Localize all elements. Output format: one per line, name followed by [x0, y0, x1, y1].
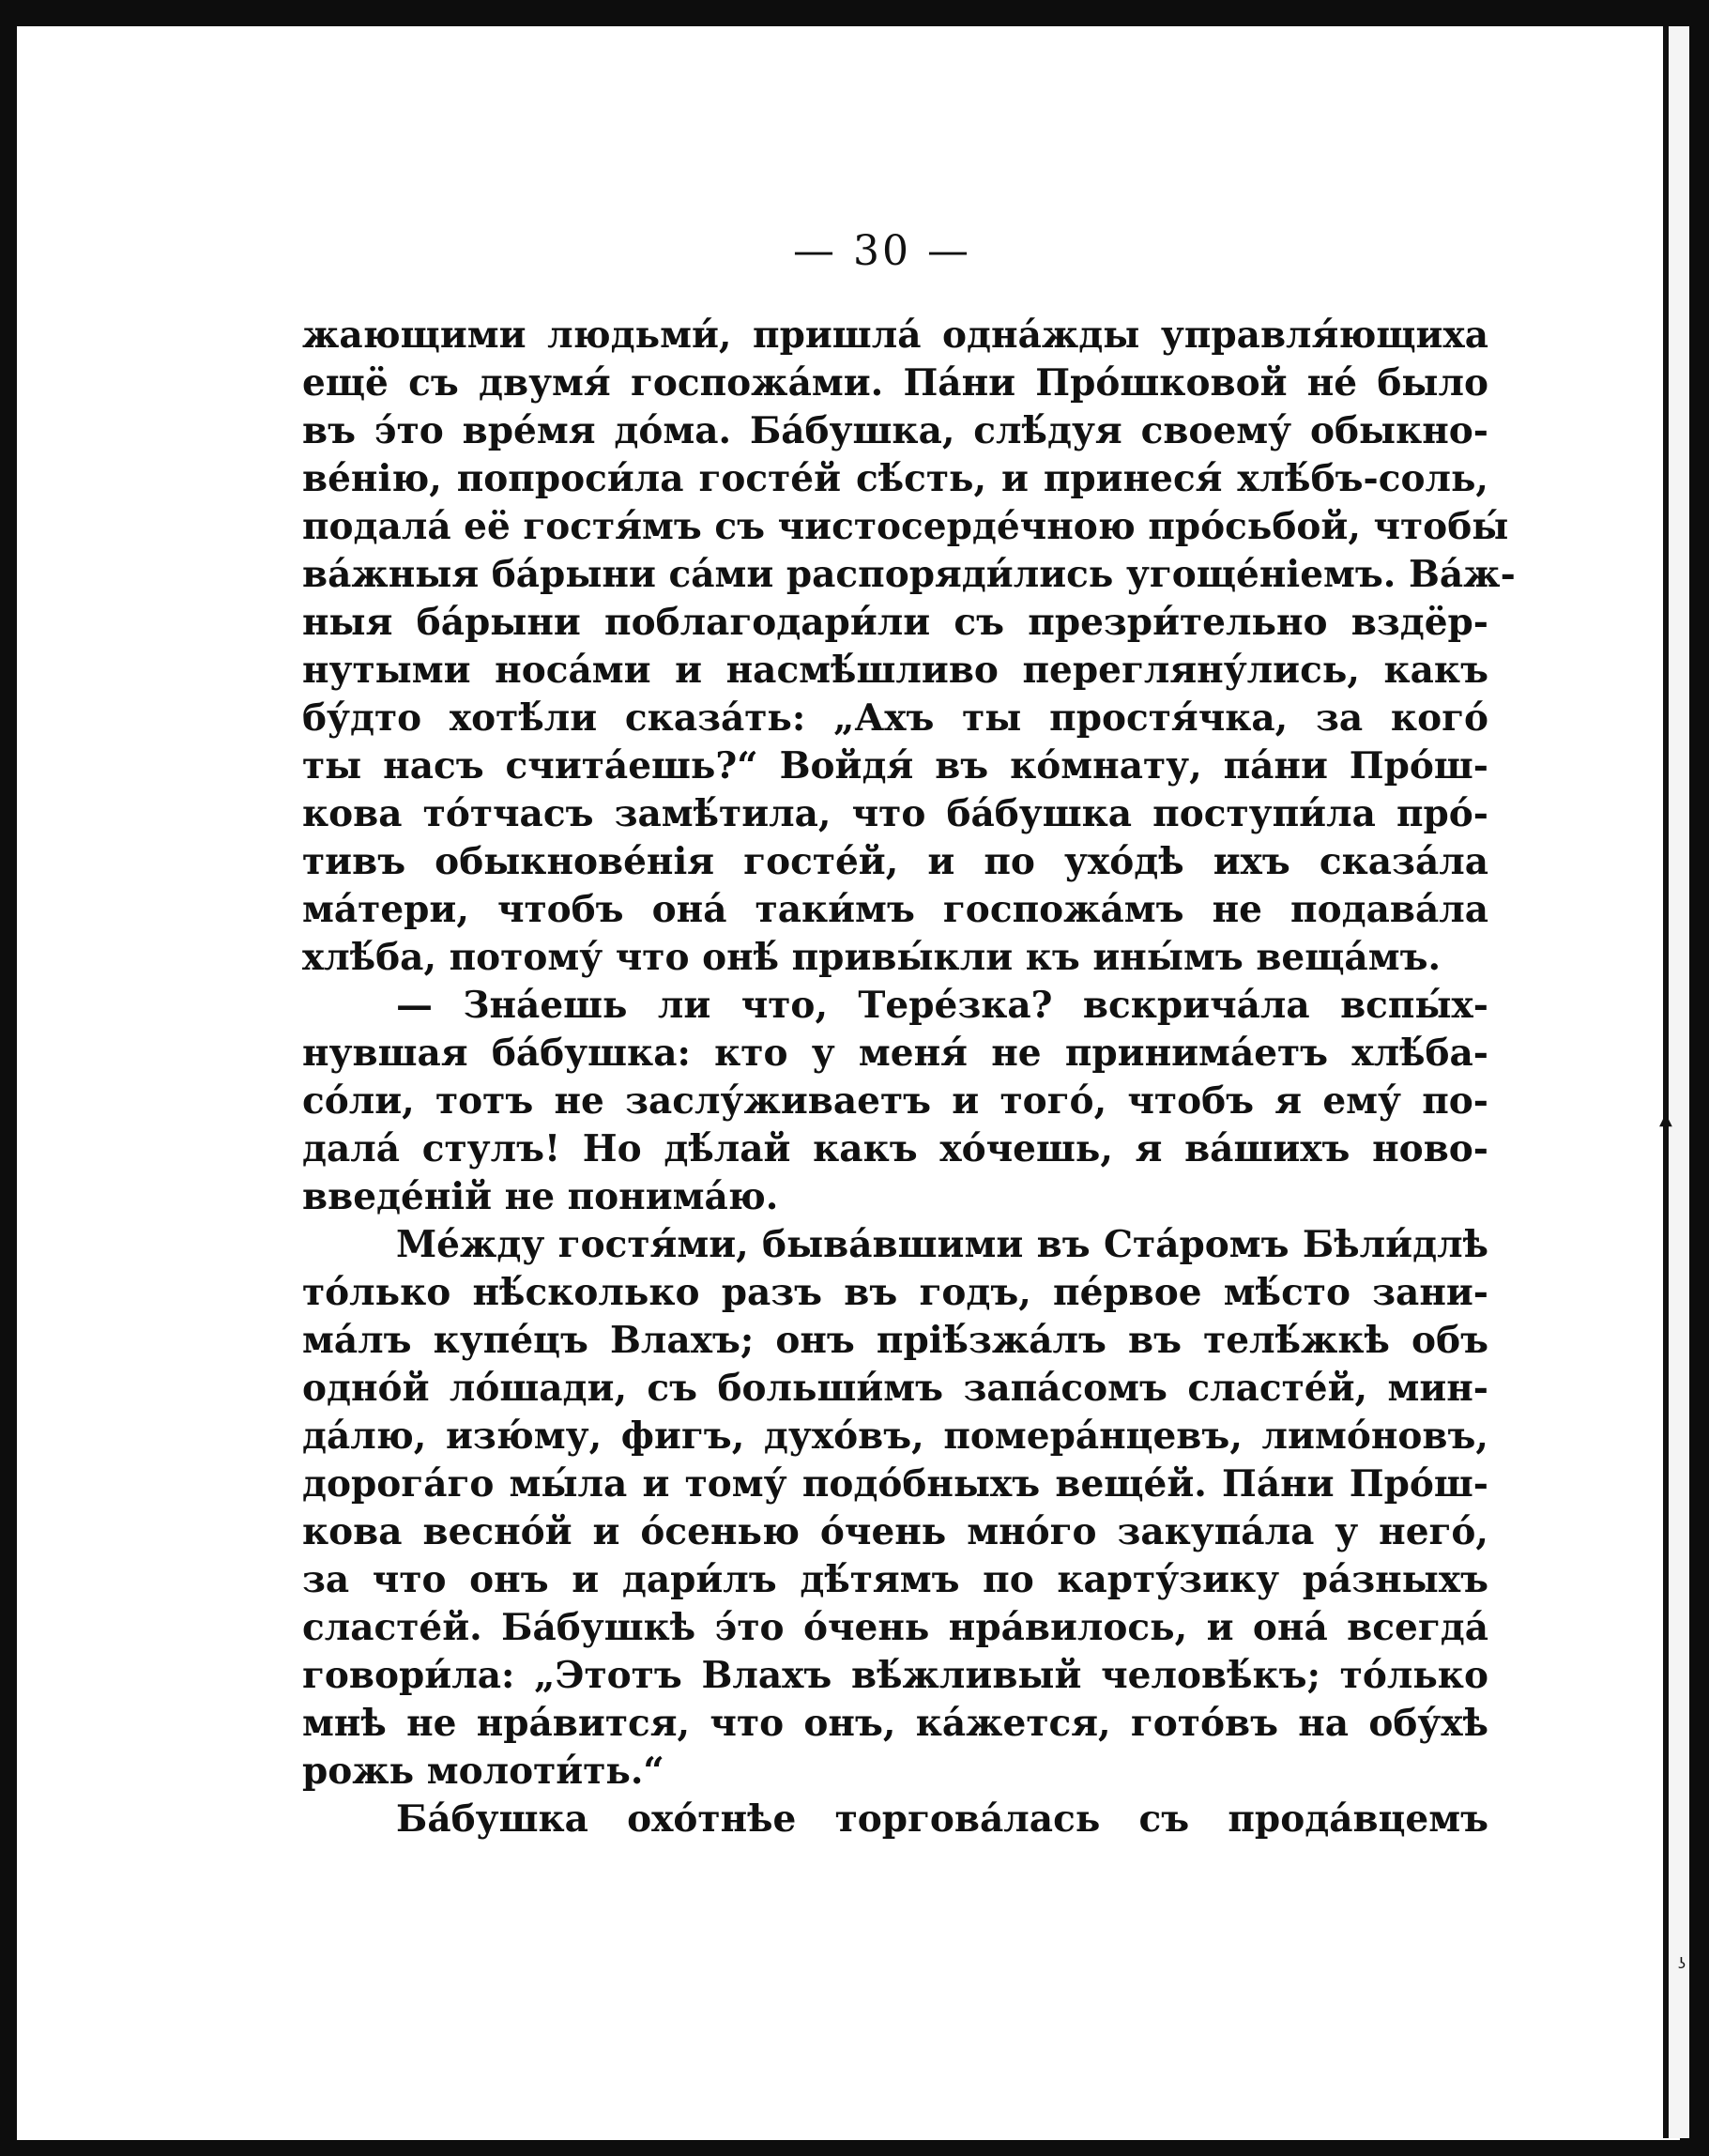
text-line: жающими людьми́, пришла́ одна́жды управля́ющиха [302, 313, 1488, 357]
text-line: бу́дто хотѣ́ли сказа́ть: „Ахъ ты простя́чка, за кого́ [302, 696, 1488, 740]
page-text [302, 312, 1516, 1843]
text-line: ныя ба́рыни поблагодари́ли съ презри́тельно вздёр- [302, 601, 1488, 644]
text-line: мнѣ не нра́вится, что онъ, ка́жется, гото́въ на обу́хѣ [302, 1702, 1488, 1745]
paragraph-start-line: Ба́бушка охо́тнѣе торгова́лась съ прода́вцемъ [396, 1797, 1488, 1841]
text-line: то́лько нѣ́сколько разъ въ годъ, пе́рвое мѣ́сто зани- [302, 1271, 1488, 1314]
text-line: хлѣ́ба, потому́ что онѣ́ привы́кли къ ины́мъ веща́мъ. [302, 936, 1442, 979]
text-line: да́лю, изю́му, фигъ, духо́въ, помера́нцевъ, лимо́новъ, [302, 1414, 1488, 1458]
text-line: ва́жныя ба́рыни са́ми распоряди́лись угоще́ніемъ. Ва́ж- [302, 553, 1516, 596]
text-line: подала́ её гостя́мъ съ чистосерде́чною про́сьбой, чтобы́ [302, 505, 1509, 548]
text-line: сласте́й. Ба́бушкѣ э́то о́чень нра́вилось, и она́ всегда́ [302, 1606, 1488, 1649]
text-line: кова весно́й и о́сенью о́чень мно́го закупа́ла у него́, [302, 1510, 1488, 1553]
text-line: со́ли, тотъ не заслу́живаетъ и того́, чтобъ я ему́ по- [302, 1079, 1488, 1123]
text-line: говори́ла: „Этотъ Влахъ вѣ́жливый человѣ́къ; то́лько [302, 1654, 1488, 1697]
text-line: одно́й ло́шади, съ больши́мъ запа́сомъ сласте́й, мин- [302, 1367, 1488, 1410]
text-line: въ э́то вре́мя до́ма. Ба́бушка, слѣ́дуя своему́ обыкно- [302, 409, 1488, 452]
scan-right-edge [1689, 0, 1709, 2156]
text-line: дала́ стулъ! Но дѣ́лай какъ хо́чешь, я ва́шихъ ново- [302, 1127, 1488, 1170]
text-line: рожь молоти́ть.“ [302, 1750, 664, 1793]
paragraph-start-line: Ме́жду гостя́ми, быва́вшими въ Ста́ромъ Бѣли́длѣ [396, 1223, 1488, 1266]
text-line: за что онъ и дари́лъ дѣ́тямъ по карту́зику ра́зныхъ [302, 1558, 1488, 1601]
margin-mark-hook-icon: ʖ [1678, 1954, 1686, 1972]
text-line: кова то́тчасъ замѣ́тила, что ба́бушка поступи́ла про́- [302, 792, 1488, 835]
text-line: ма́лъ купе́цъ Влахъ; онъ пріѣ́зжа́лъ въ телѣ́жкѣ объ [302, 1319, 1488, 1362]
text-line: ве́нію, попроси́ла госте́й сѣ́сть, и принеся́ хлѣ́бъ-соль, [302, 457, 1488, 500]
paragraph-start-line: — Зна́ешь ли что, Тере́зка? вскрича́ла вспы́х- [396, 984, 1488, 1027]
text-line: нувшая ба́бушка: кто у меня́ не принима́етъ хлѣ́ба- [302, 1032, 1488, 1075]
text-line: дорога́го мы́ла и тому́ подо́бныхъ веще́й. Па́ни Про́ш- [302, 1462, 1488, 1506]
adjacent-page-strip [1669, 26, 1689, 2138]
text-line: тивъ обыкнове́нія госте́й, и по ухо́дѣ ихъ сказа́ла [302, 840, 1488, 883]
text-line: нутыми носа́ми и насмѣ́шливо перегляну́лись, какъ [302, 649, 1488, 692]
text-line: ты насъ счита́ешь?“ Войдя́ въ ко́мнату, па́ни Про́ш- [302, 744, 1488, 787]
page-number: — 30 — [793, 227, 971, 275]
margin-mark-triangle-icon: ▲ [1659, 1109, 1672, 1129]
text-line: ма́тери, чтобъ она́ таки́мъ госпожа́мъ не подава́ла [302, 888, 1488, 931]
text-line: ещё съ двумя́ госпожа́ми. Па́ни Про́шковой не́ было [302, 361, 1488, 405]
text-line: введе́ній не понима́ю. [302, 1175, 779, 1218]
